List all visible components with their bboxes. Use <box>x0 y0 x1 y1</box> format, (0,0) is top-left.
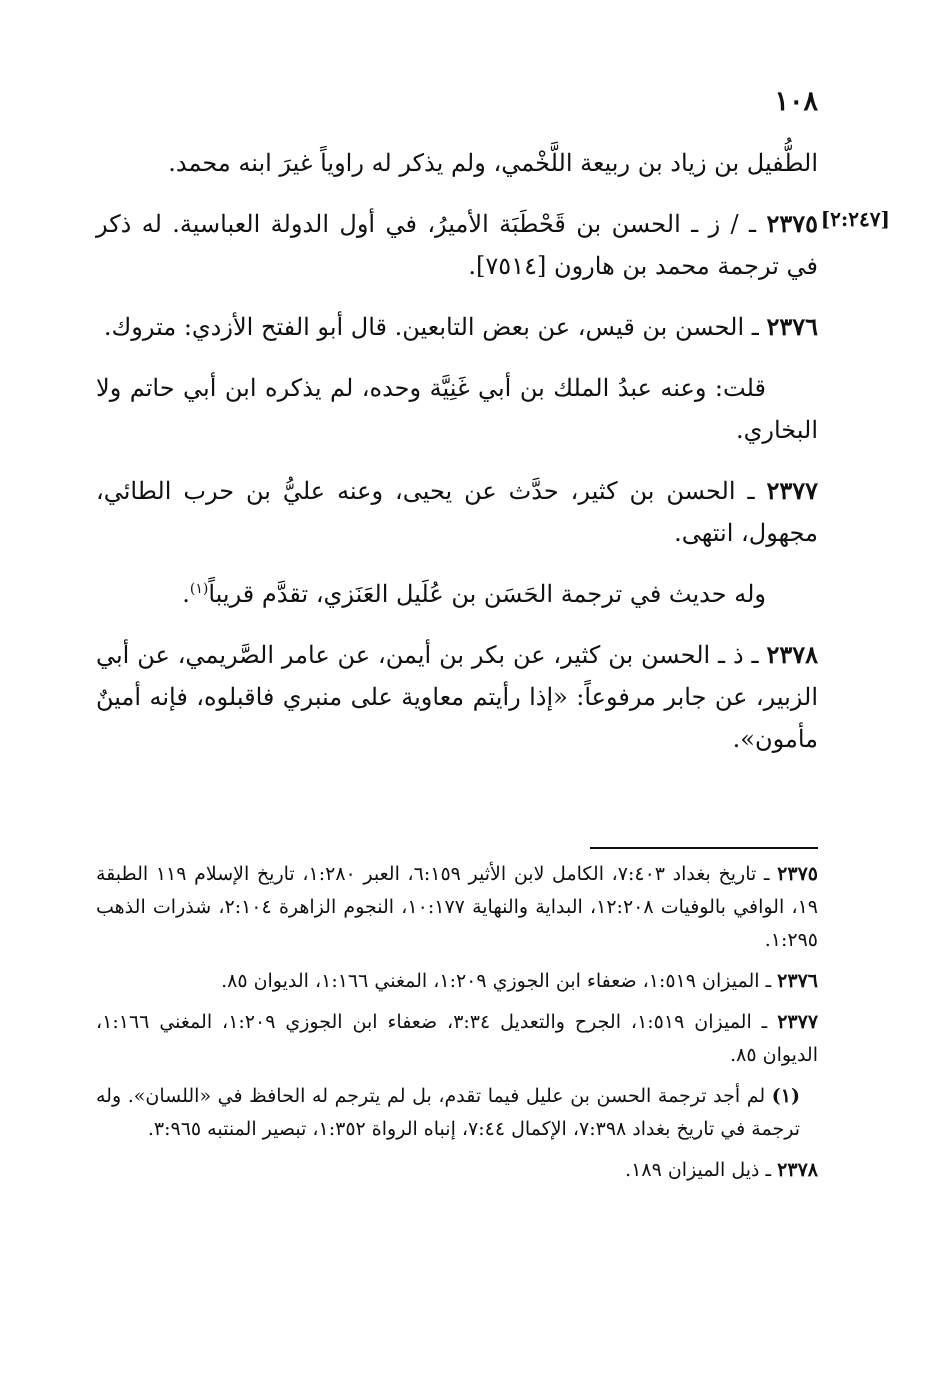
footnote-number: ٢٣٧٧ <box>777 1011 819 1033</box>
entry-addendum <box>96 573 818 615</box>
entry-continuation <box>96 142 818 184</box>
footnote-number: ٢٣٧٥ <box>777 863 818 885</box>
entry-text: ـ الحسن بن كثير، حدَّث عن يحيى، وعنه عليُّ بن حرب الطائي، مجهول، انتهى. <box>96 477 818 547</box>
footnotes <box>96 858 818 1195</box>
footnote-text: ـ تاريخ بغداد ٧:٤٠٣، الكامل لابن الأثير ٦:١٥٩، العبر ١:٢٨٠، تاريخ الإسلام ١١٩ الطبقة ١٩، الوافي بالوفيات ١٢:٢٠٨، البداية والنهاية ١٠:١٧٧، النجوم الزاهرة ٢:١٠٤، شذرات الذهب ١:٢٩٥. <box>96 863 818 951</box>
entry-2377 <box>96 470 818 554</box>
editor-comment <box>96 367 818 451</box>
entry-2376 <box>96 306 818 348</box>
entry-number: ٢٣٧٨ <box>766 640 818 669</box>
footnote-2375 <box>96 858 818 957</box>
entry-text: ـ / ز ـ الحسن بن قَحْطَبَة الأميرُ، في أول الدولة العباسية. له ذكر في ترجمة محمد بن هارون [٧٥١٤]. <box>96 210 818 280</box>
entry-text: الطُّفيل بن زياد بن ربيعة اللَّخْمي، ولم يذكر له راوياً غيرَ ابنه محمد. <box>168 149 818 177</box>
footnote-text: ـ الميزان ١:٥١٩، ضعفاء ابن الجوزي ١:٢٠٩، المغني ١:١٦٦، الديوان ٨٥. <box>221 970 778 992</box>
footnote-2378 <box>96 1154 818 1187</box>
entry-number: ٢٣٧٥ <box>766 209 818 238</box>
footnote-2377 <box>96 1006 818 1072</box>
page-number: ١٠٨ <box>774 86 818 117</box>
entry-end: . <box>182 580 190 608</box>
footnote-1 <box>96 1080 800 1146</box>
main-text <box>96 142 818 779</box>
entry-text: ـ الحسن بن قيس، عن بعض التابعين. قال أبو الفتح الأزدي: متروك. <box>103 313 767 341</box>
footnote-2376 <box>96 965 818 998</box>
entry-text: وله حديث في ترجمة الحَسَن بن عُلَيل العَنَزي، تقدَّم قريباً <box>208 580 766 608</box>
margin-reference: [٢:٢٤٧] <box>820 207 890 231</box>
footnote-number: (١) <box>771 1085 800 1107</box>
entry-2375 <box>96 203 818 287</box>
footnote-text: ـ الميزان ١:٥١٩، الجرح والتعديل ٣:٣٤، ضعفاء ابن الجوزي ١:٢٠٩، المغني ١:١٦٦، الديوان ٨٥. <box>96 1011 818 1066</box>
footnote-text: ـ ذيل الميزان ١٨٩. <box>625 1159 778 1181</box>
entry-text: ـ ذ ـ الحسن بن كثير، عن بكر بن أيمن، عن عامر الصَّريمي، عن أبي الزبير، عن جابر مرفوعاً: «إذا رأيتم معاوية على منبري فاقبلوه، فإنه أمينٌ مأمون». <box>96 641 818 753</box>
entry-number: ٢٣٧٦ <box>766 312 818 341</box>
footnote-number: ٢٣٧٦ <box>777 970 818 992</box>
footnote-number: ٢٣٧٨ <box>777 1159 818 1181</box>
entry-2378 <box>96 634 818 760</box>
footnote-divider <box>590 847 818 849</box>
footnote-text: لم أجد ترجمة الحسن بن عليل فيما تقدم، بل لم يترجم له الحافظ في «اللسان». وله ترجمة في تاريخ بغداد ٧:٣٩٨، الإكمال ٧:٤٤، إنباه الرواة ١:٣٥٢، تبصير المنتبه ٣:٩٦٥. <box>96 1085 800 1140</box>
entry-text: قلت: وعنه عبدُ الملك بن أبي غَنِيَّة وحده، لم يذكره ابن أبي حاتم ولا البخاري. <box>96 374 818 444</box>
entry-number: ٢٣٧٧ <box>766 476 818 505</box>
footnote-marker: (١) <box>189 581 209 597</box>
